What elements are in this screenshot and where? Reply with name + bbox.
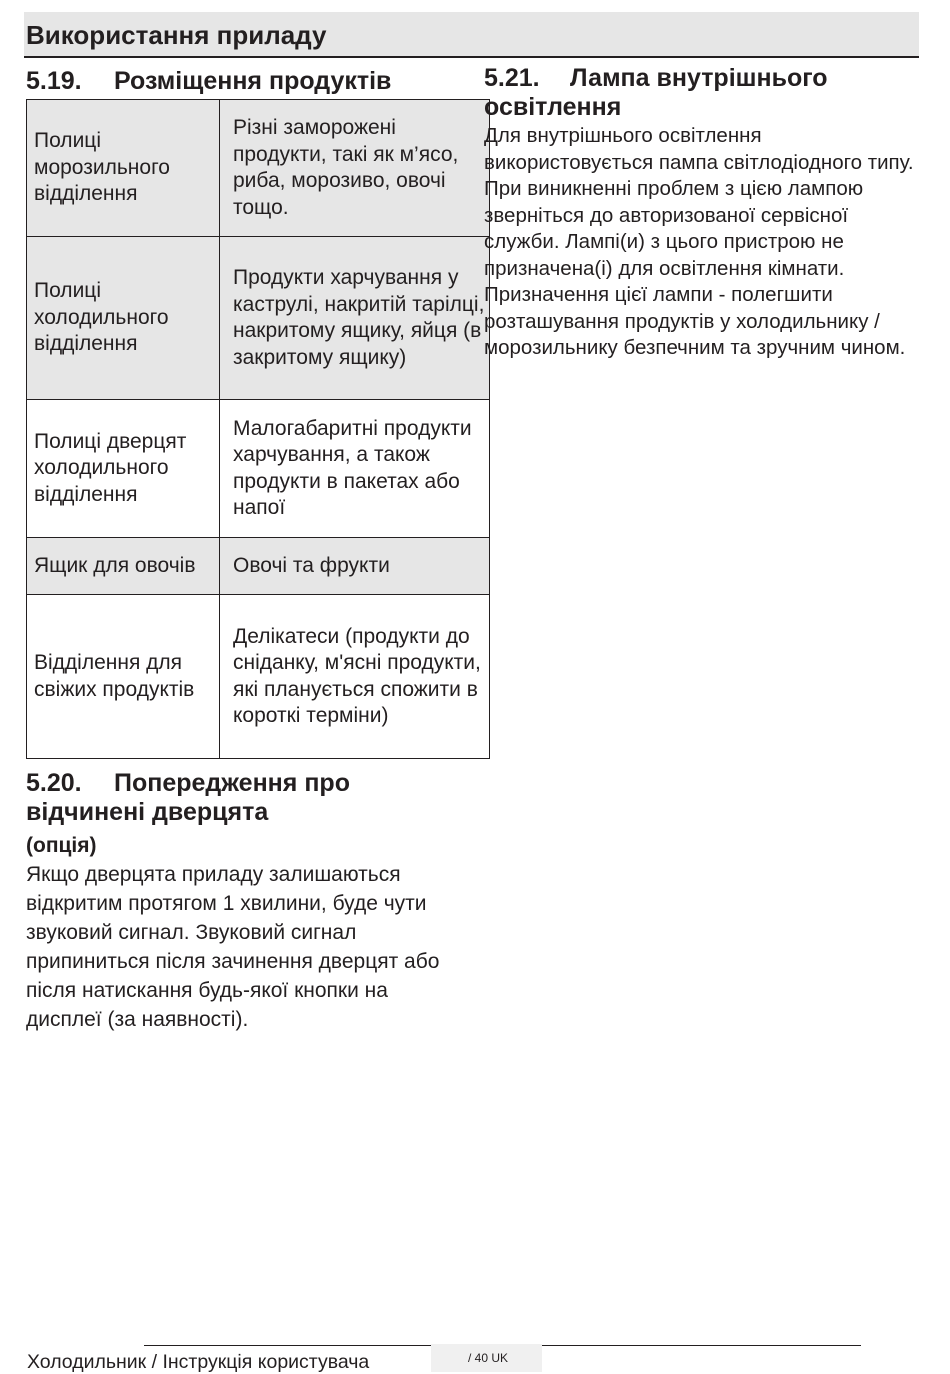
table-row xyxy=(27,100,490,237)
table-row xyxy=(27,595,490,759)
table-row xyxy=(27,400,490,538)
table-cell-products: Продукти харчування у каструлі, накритій тарілці, накритому ящику, яйця (в закритому ящику) xyxy=(220,237,490,400)
table-row xyxy=(27,237,490,400)
page-header xyxy=(24,12,919,58)
section-521-number: 5.21. xyxy=(484,64,540,92)
table-cell-products: Овочі та фрукти xyxy=(220,538,490,595)
section-520-heading xyxy=(26,769,462,827)
left-column xyxy=(26,60,485,1034)
table-cell-place: Полиці морозильного відділення xyxy=(27,100,220,237)
right-column xyxy=(484,60,914,362)
table-cell-products: Малогабаритні продукти харчування, а також продукти в пакетах або напої xyxy=(220,400,490,538)
section-520-subtitle: (опція) xyxy=(26,834,97,857)
section-519-number: 5.19. xyxy=(26,67,82,95)
table-cell-products: Делікатеси (продукти до сніданку, м'ясні продукти, які планується спожити в короткі терміни) xyxy=(220,595,490,759)
section-520-title: Попередження про відчинені дверцята xyxy=(26,769,350,826)
page-number-box xyxy=(431,1344,542,1372)
section-521-title: Лампа внутрішнього освітлення xyxy=(484,64,828,121)
section-520-body: Якщо дверцята приладу залишаються відкритим протягом 1 хвилини, буде чути звуковий сигнал. Звуковий сигнал припиниться після зачинення дверцят або після натискання будь-якої кнопки на дисплеї (за наявності). xyxy=(26,863,440,1031)
table-cell-place: Полиці холодильного відділення xyxy=(27,237,220,400)
page-number: / 40 UK xyxy=(468,1351,509,1365)
table-cell-products: Різні заморожені продукти, такі як м’ясо, риба, морозиво, овочі тощо. xyxy=(220,100,490,237)
table-row xyxy=(27,538,490,595)
footer-doc-title: Холодильник / Інструкція користувача xyxy=(27,1351,370,1373)
table-cell-place: Відділення для свіжих продуктів xyxy=(27,595,220,759)
table-cell-place: Полиці дверцят холодильного відділення xyxy=(27,400,220,538)
section-519-heading xyxy=(26,67,462,96)
section-519-title: Розміщення продуктів xyxy=(114,67,392,95)
product-placement-table xyxy=(26,99,490,759)
header-title: Використання приладу xyxy=(26,20,327,50)
section-521-heading xyxy=(484,64,914,122)
section-521-body: Для внутрішнього освітлення використовується пампа світлодіодного типу. При виникненні проблем з цією лампою зверніться до авторизованої сервісної служби. Лампі(и) з цього пристрою не призначена(і) для освітлення кімнати. Призначення цієї лампи - полегшити розташування продуктів у холодильнику / морозильнику безпечним та зручним чином. xyxy=(484,124,914,359)
table-cell-place: Ящик для овочів xyxy=(27,538,220,595)
section-520-number: 5.20. xyxy=(26,769,82,797)
